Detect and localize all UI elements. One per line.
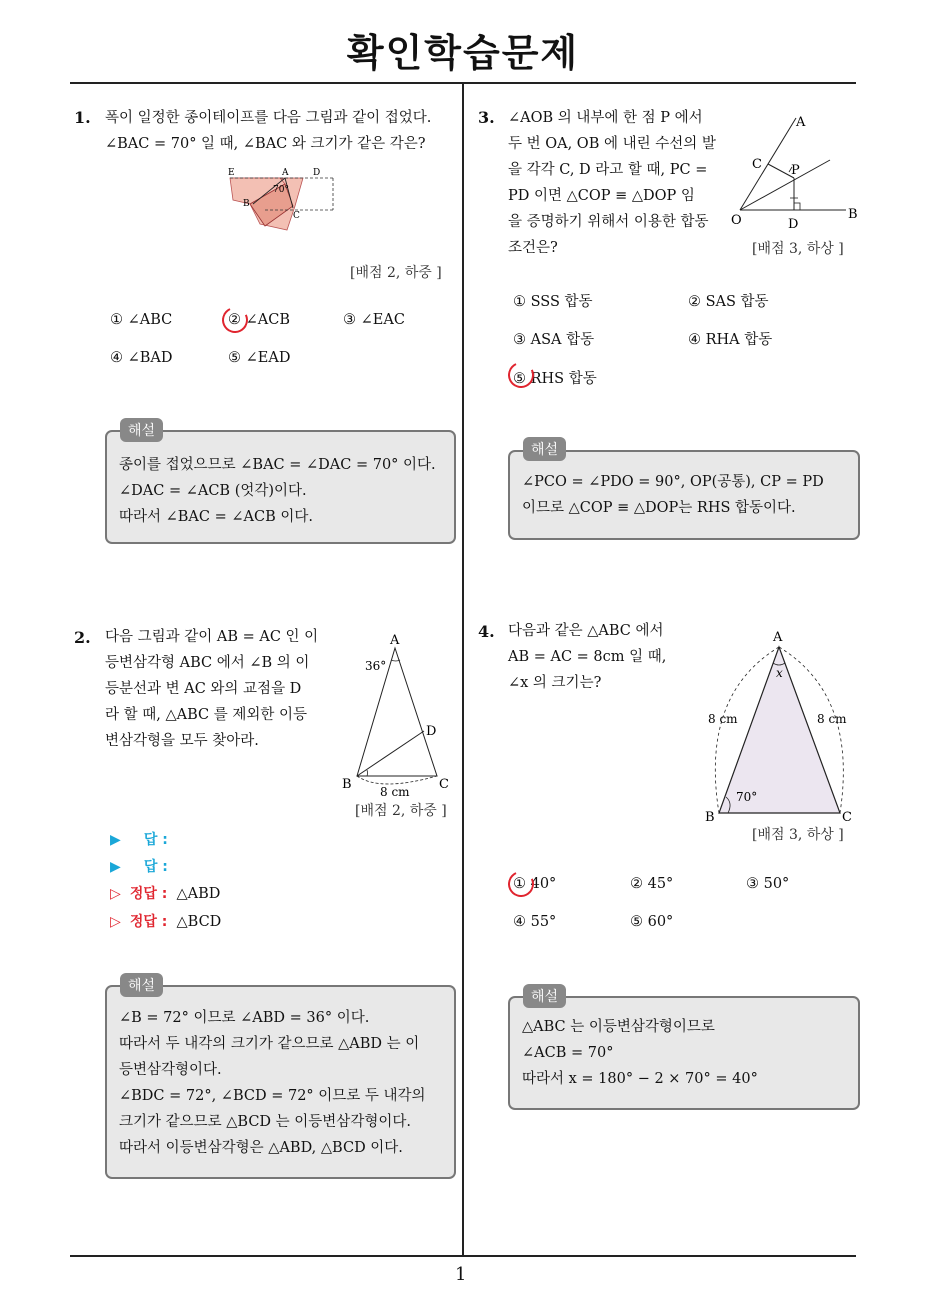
- answer-label: 답 :: [143, 832, 168, 848]
- answer-row: [110, 856, 168, 876]
- question-line: 을 증명하기 위해서 이용한 합동: [508, 214, 709, 230]
- solution-line: 종이를 접었으므로 ∠BAC = ∠DAC = 70° 이다.: [119, 457, 436, 473]
- label-O: O: [731, 213, 742, 228]
- label-A: A: [282, 168, 289, 178]
- answer-label: 답 :: [143, 859, 168, 875]
- question-line: ∠x 의 크기는?: [508, 675, 602, 691]
- question-line: 라 할 때, △ABC 를 제외한 이등: [105, 707, 307, 723]
- solution-line: ∠BDC = 72°, ∠BCD = 72° 이므로 두 내각의: [119, 1088, 426, 1104]
- answer-label: 정답 :: [129, 886, 168, 902]
- angle-label: 36°: [365, 659, 387, 673]
- length-label: 8 cm: [380, 785, 410, 799]
- play-outline-icon: ▷: [110, 914, 121, 930]
- question-number: 3.: [478, 108, 495, 127]
- question-line: 다음 그림과 같이 AB = AC 인 이: [105, 629, 319, 645]
- solution-line: 이므로 △COP ≡ △DOP는 RHS 합동이다.: [522, 500, 796, 516]
- solution-line: 따라서 x = 180° − 2 × 70° = 40°: [522, 1071, 758, 1087]
- label-B: B: [342, 777, 352, 792]
- angle-bisector-figure: [728, 110, 863, 235]
- question-text: [105, 105, 460, 157]
- label-C: C: [439, 777, 449, 792]
- solution-line: ∠ACB = 70°: [522, 1045, 614, 1061]
- answer-row: [110, 883, 220, 903]
- question-line: 변삼각형을 모두 찾아라.: [105, 733, 259, 749]
- label-B: B: [243, 199, 250, 209]
- question-text: [508, 618, 693, 696]
- choice-4[interactable]: ④ RHA 합동: [688, 332, 773, 348]
- question-line: 두 번 OA, OB 에 내린 수선의 발: [508, 136, 716, 152]
- label-D: D: [313, 168, 321, 178]
- solution-line: 따라서 ∠BAC = ∠ACB 이다.: [119, 509, 313, 525]
- choice-2[interactable]: ② 45°: [630, 876, 674, 892]
- solution-tag: 해설: [523, 437, 566, 461]
- answer-row: [110, 911, 221, 931]
- question-line: 등변삼각형 ABC 에서 ∠B 의 이: [105, 655, 310, 671]
- label-A: A: [390, 633, 400, 648]
- column-divider: [462, 83, 464, 1255]
- label-C: C: [752, 157, 762, 172]
- label-A: A: [796, 115, 806, 130]
- label-B: B: [848, 207, 858, 222]
- score-meta: [배점 2, 하중 ]: [350, 265, 442, 281]
- solution-line: 따라서 두 내각의 크기가 같으므로 △ABD 는 이: [119, 1036, 420, 1052]
- choice-3[interactable]: ③ ∠EAC: [343, 312, 405, 328]
- question-line: AB = AC = 8cm 일 때,: [508, 649, 667, 665]
- solution-line: ∠B = 72° 이므로 ∠ABD = 36° 이다.: [119, 1010, 370, 1026]
- solution-line: △ABC 는 이등변삼각형이므로: [522, 1019, 715, 1035]
- solution-tag: 해설: [523, 984, 566, 1008]
- answer-circle-mark: [504, 867, 537, 900]
- question-number: 2.: [74, 628, 91, 647]
- page-number: 1: [455, 1264, 467, 1285]
- solution-tag: 해설: [120, 418, 163, 442]
- left-length-label: 8 cm: [708, 712, 738, 726]
- play-icon: ▶: [110, 832, 121, 848]
- choice-5[interactable]: ⑤ RHS 합동: [513, 371, 597, 387]
- question-line: 을 각각 C, D 라고 할 때, PC =: [508, 162, 708, 178]
- score-meta: [배점 3, 하상 ]: [752, 827, 844, 843]
- angle-x-label: x: [776, 666, 783, 680]
- question-line: 조건은?: [508, 240, 558, 256]
- question-line: ∠BAC = 70° 일 때, ∠BAC 와 크기가 같은 각은?: [105, 136, 426, 152]
- choice-2[interactable]: ② SAS 합동: [688, 294, 769, 310]
- choice-4[interactable]: ④ ∠BAD: [110, 350, 173, 366]
- choice-2[interactable]: ② ∠ACB: [228, 312, 290, 328]
- choice-3[interactable]: ③ 50°: [746, 876, 790, 892]
- label-P: P: [791, 163, 800, 178]
- solution-line: ∠PCO = ∠PDO = 90°, OP(공통), CP = PD: [522, 474, 824, 490]
- question-text: [105, 624, 335, 754]
- choice-1[interactable]: ① SSS 합동: [513, 294, 593, 310]
- folded-tape-figure: [225, 166, 340, 232]
- solution-tag: 해설: [120, 973, 163, 997]
- solution-line: 등변삼각형이다.: [119, 1062, 222, 1078]
- question-number: 4.: [478, 622, 495, 641]
- choice-4[interactable]: ④ 55°: [513, 914, 557, 930]
- solution-line: 따라서 이등변삼각형은 △ABD, △BCD 이다.: [119, 1140, 403, 1156]
- question-line: ∠AOB 의 내부에 한 점 P 에서: [508, 110, 703, 126]
- page-title: 확인학습문제: [346, 31, 580, 75]
- answer-circle-mark: [218, 303, 251, 336]
- answer-value: △BCD: [176, 914, 222, 930]
- score-meta: [배점 3, 하상 ]: [752, 241, 844, 257]
- question-line: 등분선과 변 AC 와의 교점을 D: [105, 681, 302, 697]
- play-icon: ▶: [110, 859, 121, 875]
- label-E: E: [228, 168, 235, 178]
- label-C: C: [842, 810, 852, 825]
- question-number: 1.: [74, 108, 91, 127]
- label-C: C: [293, 211, 300, 221]
- question-line: 폭이 일정한 종이테이프를 다음 그림과 같이 접었다.: [105, 110, 432, 126]
- solution-box: [105, 985, 456, 1179]
- question-line: 다음과 같은 △ABC 에서: [508, 623, 664, 639]
- right-length-label: 8 cm: [817, 712, 847, 726]
- solution-box: [105, 430, 456, 544]
- question-line: PD 이면 △COP ≡ △DOP 임: [508, 188, 695, 204]
- label-B: B: [705, 810, 715, 825]
- choice-5[interactable]: ⑤ ∠EAD: [228, 350, 291, 366]
- play-outline-icon: ▷: [110, 886, 121, 902]
- answer-row: [110, 829, 168, 849]
- solution-line: ∠DAC = ∠ACB (엇각)이다.: [119, 483, 307, 499]
- label-D: D: [426, 724, 437, 739]
- choice-5[interactable]: ⑤ 60°: [630, 914, 674, 930]
- score-meta: [배점 2, 하중 ]: [355, 803, 447, 819]
- question-text: [508, 105, 726, 261]
- angle-label: 70°: [273, 185, 289, 195]
- isosceles-triangle-figure: [340, 630, 460, 805]
- label-D: D: [788, 217, 799, 232]
- solution-box: [508, 996, 860, 1110]
- solution-box: [508, 450, 860, 540]
- triangle-figure: [700, 625, 860, 825]
- answer-label: 정답 :: [129, 914, 168, 930]
- footer-rule: [70, 1255, 856, 1257]
- label-A: A: [773, 630, 783, 645]
- choice-3[interactable]: ③ ASA 합동: [513, 332, 595, 348]
- answer-value: △ABD: [176, 886, 221, 902]
- solution-line: 크기가 같으므로 △BCD 는 이등변삼각형이다.: [119, 1114, 411, 1130]
- choice-1[interactable]: ① 40°: [513, 876, 557, 892]
- choice-1[interactable]: ① ∠ABC: [110, 312, 173, 328]
- angle-label: 70°: [736, 790, 758, 804]
